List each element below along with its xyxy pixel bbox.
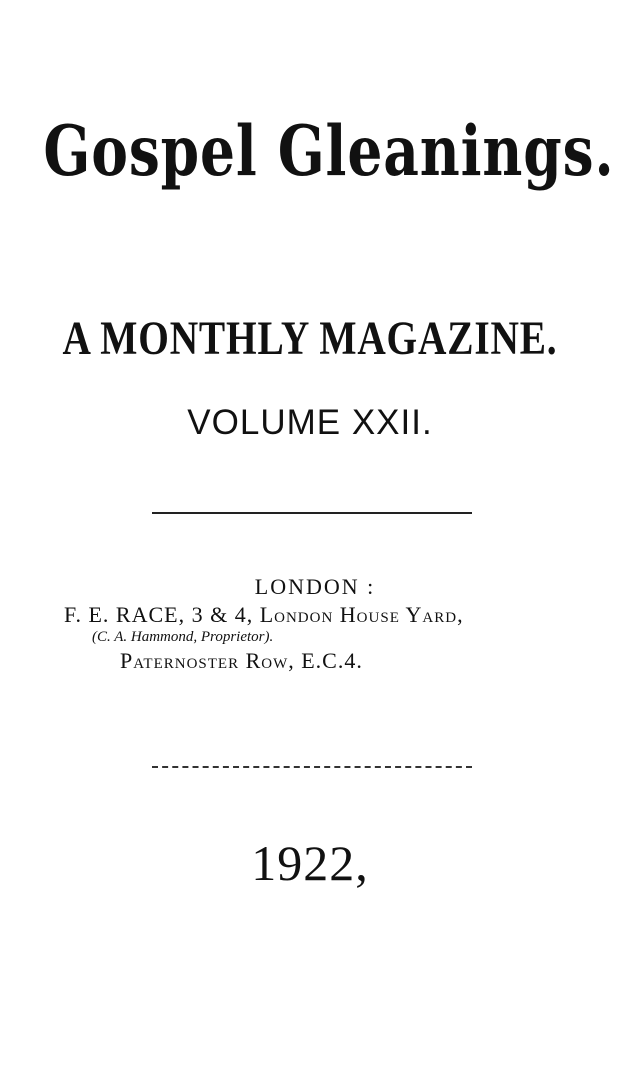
imprint-block <box>0 576 620 672</box>
imprint-city: LONDON : <box>254 574 376 599</box>
top-rule <box>152 512 472 514</box>
bottom-rule <box>152 766 472 768</box>
magazine-subtitle: A MONTHLY MAGAZINE. <box>62 312 558 365</box>
imprint-publisher: F. E. RACE, 3 & 4, London House Yard, <box>64 602 464 627</box>
publication-year: 1922, <box>251 835 369 891</box>
imprint-proprietor: (C. A. Hammond, Proprietor). <box>92 629 274 645</box>
magazine-title: Gospel Gleanings. <box>43 111 615 193</box>
volume-number: VOLUME XXII. <box>187 403 433 442</box>
imprint-street: Paternoster Row, E.C.4. <box>120 648 363 673</box>
